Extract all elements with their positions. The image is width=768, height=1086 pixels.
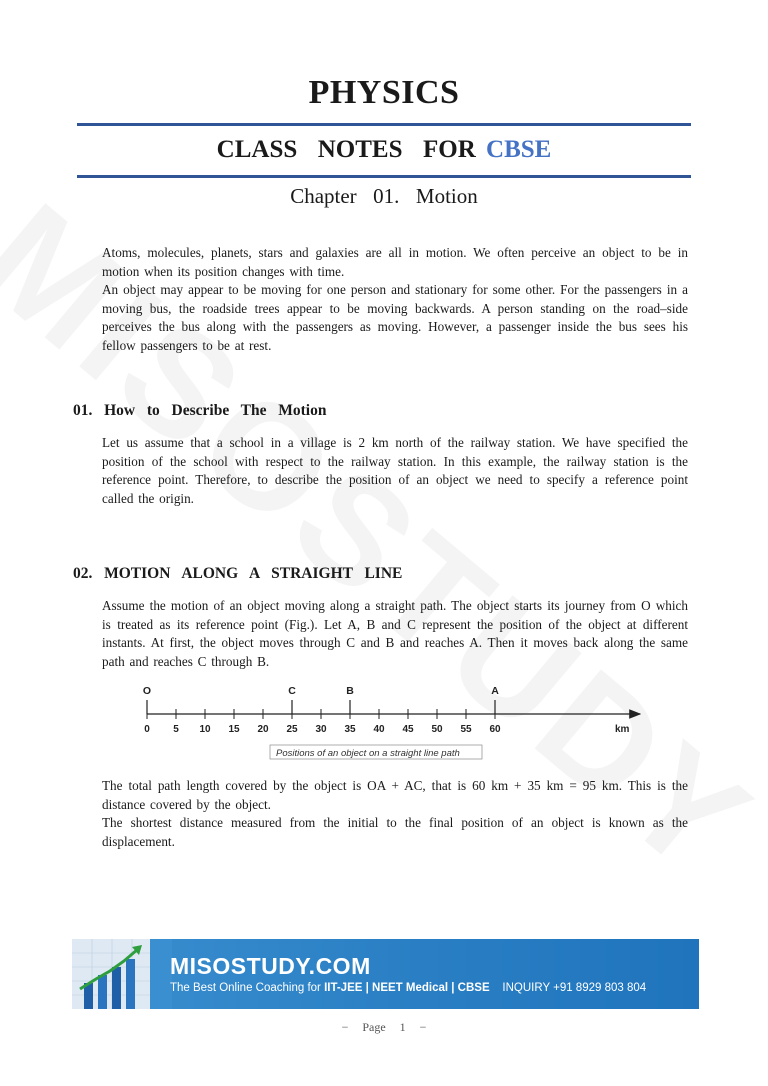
axis-tick-label: 20: [257, 724, 269, 735]
intro-paragraph-1: Atoms, molecules, planets, stars and galaxies are all in motion. We often perceive an object to be in motion when its position changes with time.: [102, 245, 688, 279]
point-label-c: C: [288, 685, 296, 697]
section-1-paragraph: Let us assume that a school in a village is 2 km north of the railway station. We have specified the position of the school with respect to the railway station. In this example, the railway station is the reference point. Therefore, to describe the position of an object we need to specify a reference point called the origin.: [102, 435, 688, 506]
promo-banner[interactable]: [72, 939, 699, 1009]
axis-tick-label: 50: [431, 724, 443, 735]
growth-chart-icon: [72, 939, 172, 1009]
section-2-paragraph-2: The total path length covered by the object is OA + AC, that is 60 km + 35 km = 95 km. This is the distance covered by the object.: [102, 778, 688, 812]
axis-tick-label: 0: [144, 724, 150, 735]
number-line-svg: [130, 680, 650, 764]
axis-tick-label: 15: [228, 724, 240, 735]
point-label-o: O: [142, 685, 152, 697]
page-number: − Page 1 −: [341, 1020, 427, 1034]
axis-tick-label: 45: [402, 724, 414, 735]
axis-tick-label: 30: [315, 724, 327, 735]
subtitle-accent: CBSE: [486, 136, 552, 163]
tagline-courses: IIT-JEE | NEET Medical | CBSE: [324, 982, 490, 994]
section-2-paragraph-1: Assume the motion of an object moving along a straight path. The object starts its journey from O which is treated as its reference point (Fig.). Let A, B and C represent the position of the object at different instants. At first, the object moves through C and B and reaches A. Then it moves back along the same path and reaches C through B.: [102, 598, 688, 669]
axis-tick-label: 55: [460, 724, 472, 735]
section-heading-2: 02. MOTION ALONG A STRAIGHT LINE: [73, 565, 403, 582]
axis-tick-label: 25: [286, 724, 298, 735]
chapter-title: Chapter 01. Motion: [290, 184, 478, 208]
banner-tagline: [170, 982, 646, 994]
ticks-group: [144, 709, 501, 735]
banner-brand: MISOSTUDY.COM: [170, 953, 371, 979]
banner-inquiry: INQUIRY +91 8929 803 804: [502, 982, 647, 994]
axis-unit-label: km: [615, 724, 630, 735]
header-rule-top: [77, 123, 691, 126]
figure-caption: Positions of an object on a straight line path: [276, 748, 460, 759]
page-subtitle: [0, 136, 768, 164]
axis-tick-label: 40: [373, 724, 385, 735]
subtitle-prefix: CLASS NOTES FOR: [216, 136, 487, 163]
axis-tick-label: 60: [489, 724, 501, 735]
section-heading-1: 01. How to Describe The Motion: [73, 402, 327, 419]
axis-tick-label: 10: [199, 724, 211, 735]
intro-paragraph-2: An object may appear to be moving for one person and stationary for some other. For the passengers in a moving bus, the roadside trees appear to be moving backwards. A person standing on the road–side perceives the bus along with the passengers as moving. However, a passenger inside the bus sees his fellow passengers to be at rest.: [102, 282, 688, 353]
axis-tick-label: 5: [173, 724, 179, 735]
header-rule-bottom: [77, 175, 691, 178]
section-2-paragraph-3: The shortest distance measured from the initial to the final position of an object is known as the displacement.: [102, 815, 688, 849]
axis-tick-label: 35: [344, 724, 356, 735]
point-label-b: B: [346, 685, 354, 697]
number-line-figure: [130, 680, 650, 764]
point-label-a: A: [491, 685, 499, 697]
page-title: PHYSICS: [308, 74, 460, 111]
tagline-prefix: The Best Online Coaching for: [170, 982, 325, 994]
